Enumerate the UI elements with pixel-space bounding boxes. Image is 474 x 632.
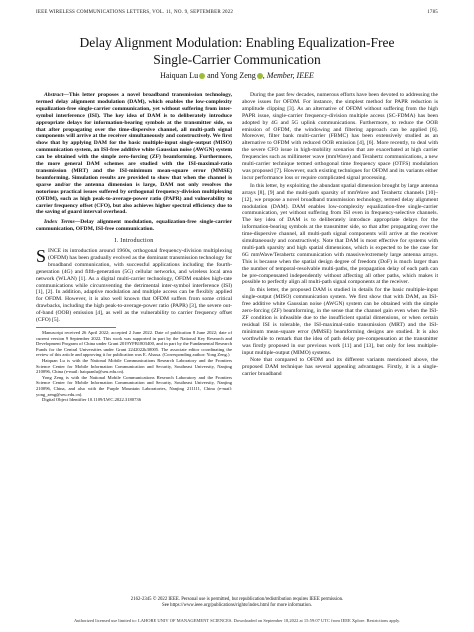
orcid-icon[interactable] <box>199 73 205 79</box>
abstract-text: This letter proposes a novel broadband transmission technology, termed delay alignment modulation (DAM), which enables the low-complexity equalization-free single-carrier communication, yet without suffering from inter-symbol interference (ISI). The key idea of DAM is to deliberately introduce appropriate delays for information-bearing symbols at the transmitter side, so that after propagating over the time-dispersive channel, all multi-path signal components will arrive at the receiver simultaneously and constructively. We first show that by applying DAM for the basic multiple-input single-output (MISO) communication system, an ISI-free additive white Gaussian noise (AWGN) system can be obtained with the simple zero-forcing (ZF) beamforming. Furthermore, the more general DAM schemes are studied with the ISI-maximal-ratio transmission (MRT) and the ISI-minimum mean-square error (MMSE) beamforming. Simulation results are provided to show that when the channel is sparse and/or the antenna dimension is large, DAM not only resolves the notorious practical issues suffered by orthogonal frequency-division multiplexing (OFDM), such as high peak-to-average-power ratio (PAPR) and vulnerability to carrier frequency offset (CFO), but also achieves higher spectral efficiency due to the saving of guard interval overhead. <box>36 92 232 216</box>
author-line <box>0 71 474 80</box>
abstract <box>36 92 232 216</box>
right-column <box>242 92 438 379</box>
author-suffix: , Member, IEEE <box>262 71 314 80</box>
right-paragraph-1: During the past few decades, numerous efforts have been devoted to addressing the above issues for OFDM. For instance, the simplest method for PAPR reduction is amplitude clipping [3]. As an alternative of OFDM without suffering from the high PAPR issue, single-carrier frequency-division multiple access (SC-FDMA) has been adopted by 4G and 5G uplink communications. Furthermore, to reduce the OOB emission of OFDM, the windowing and filtering approach can be applied [6]. Moreover, filter bank multi-carrier (FBMC) has been extensively studied as an alternative to OFDM with reduced OOB emission [4], [6]. More recently, to deal with the severe CFO issue in high-mobility scenarios that are exacerbated at high carrier frequencies such as millimeter wave (mmWave) and Terahertz communications, a new multi-carrier technique termed orthogonal time frequency space (OTFS) modulation was proposed [7]. However, such existing techniques for OFDM and its variants either incur performance loss or require complicated signal processing. <box>242 92 438 181</box>
author-1: Haiquan Lu <box>160 71 199 80</box>
left-column <box>36 92 232 403</box>
copyright-line-1: 2162-2345 © 2022 IEEE. Personal use is permitted, but republication/redistribution requires IEEE permission. <box>130 597 344 602</box>
footnote-rule <box>36 327 116 328</box>
footnote-author-2: Yong Zeng is with the National Mobile Communications Research Laboratory and the Frontiers Science Center for Mobile Information Communication and Security, Southeast University, Nanjing 210096, China, and also with the Purple Mountain Laboratories, Nanjing 211111, China (e-mail: yong_zeng@seu.edu.cn). <box>36 374 232 397</box>
running-header <box>36 10 438 15</box>
copyright-notice <box>36 597 438 609</box>
right-paragraph-3: In this letter, the proposed DAM is studied in details for the basic multiple-input single-output (MISO) communication system. We first show that with DAM, an ISI-free additive white Gaussian noise (AWGN) system can be obtained with the simple zero-forcing (ZF) beamforming, in the sense that the channel gain even when the ISI-ZF condition is infeasible due to the insufficient spatial dimensions, or when certain residual ISI is tolerable, the ISI-maximal-ratio transmission (MRT) and the ISI-minimum mean-square error (MMSE) beamforming designs are studied. It is also worthwhile to remark that the idea of path delay pre-compensation at the transmitter was firstly proposed in our previous work [11] and [13], but only for less multiple-input multiple-output (MIMO) systems. <box>242 287 438 356</box>
copyright-line-2[interactable]: See https://www.ieee.org/publications/rights/index.html for more information. <box>162 603 312 608</box>
paper-title <box>0 34 474 68</box>
title-line-2: Single-Carrier Communication <box>153 52 321 67</box>
author-2: and Yong Zeng <box>207 71 256 80</box>
journal-name: IEEE WIRELESS COMMUNICATIONS LETTERS, VOL. 11, NO. 9, SEPTEMBER 2022 <box>36 10 234 15</box>
footnote-manuscript: Manuscript received 26 April 2022; accepted 2 June 2022. Date of publication 8 June 2022; date of current version 9 September 2022. This work was supported in part by the National Key Research and Development Program of China under Grant 2019YFB1803400, and in part by the Fundamental Research Funds for the Central Universities under Grant 2242022k30005. The associate editor coordinating the review of this article and approving it for publication was E. Alsusa. (Corresponding author: Yong Zeng.) <box>36 330 232 358</box>
section-heading-introduction: I. Introduction <box>114 238 154 245</box>
right-paragraph-4: Note that compared to OFDM and its different variants mentioned above, the proposed DAM technique has several appealing advantages. Firstly, it is a single-carrier broadband <box>242 357 438 378</box>
footnote-author-1: Haiquan Lu is with the National Mobile Communications Research Laboratory and the Frontiers Science Center for Mobile Information Communication and Security, Southeast University, Nanjing 210096, China (e-mail: haiquanlu@seu.edu.cn). <box>36 357 232 375</box>
license-notice: Authorized licensed use limited to: LAHORE UNIV OF MANAGEMENT SCIENCES. Downloaded on September 18,2022 at 15:59:07 UTC from IEEE Xplore. Restrictions apply. <box>73 618 401 623</box>
page-number: 1785 <box>427 10 438 15</box>
footnote-doi: Digital Object Identifier 10.1109/LWC.2022.3180736 <box>42 397 142 403</box>
title-line-1: Delay Alignment Modulation: Enabling Equalization-Free <box>79 35 395 50</box>
index-terms <box>36 219 232 233</box>
right-paragraph-2: In this letter, by exploiting the abundant spatial dimension brought by large antenna arrays [8], [9] and the multi-path sparsity of mmWave and Terahertz channels [10]–[12], we propose a novel broadband transmission technology, termed delay alignment modulation (DAM). DAM enables low-complexity equalization-free single-carrier communication, yet without suffering from ISI even in frequency-selective channels. The key idea of DAM is to deliberately introduce appropriate delays for the information-bearing symbols at the transmitter side, so that after propagating over the time-dispersive channel, all multi-path signal components will arrive at the receiver simultaneously and constructively. Note that DAM is most effective for systems with multi-path sparsity and high spatial dimensions, which is expected to be the case for 6G mmWave/Terahertz communication with massive/extremely large antenna arrays. This is because when the spatial design degree of freedom (DoF) is much larger than the number of temporal-resolvable multi-paths, the propagation delay of each path can be pre-compensated independently without affecting all other paths, which makes it possible to perfectly align all multi-path signal components at the receiver. <box>242 182 438 286</box>
index-terms-label: Index Terms— <box>44 219 81 226</box>
index-terms-text: Delay alignment modulation, equalization-free single-carrier communication, OFDM, ISI-free communication. <box>36 219 232 233</box>
intro-text: INCE its introduction around 1960s, orthogonal frequency-division multiplexing (OFDM) has been gradually evolved as the dominant transmission technology for broadband communication, with successful applications including the fourth-generation (4G) and fifth-generation (5G) cellular networks, and wireless local area network (WLAN) [1]. As a digital multi-carrier technology, OFDM enables high-rate communications while circumventing the detrimental inter-symbol interference (ISI) [1], [2]. In addition, adaptive modulation and multiple access can be flexibly applied for OFDM. However, it is also well known that OFDM suffers from some critical drawbacks, including the high peak-to-average-power ratio (PAPR) [3], the severe out-of-band (OOB) emission [4], as well as the vulnerability to carrier frequency offset (CFO) [5]. <box>36 248 232 324</box>
drop-cap: S <box>36 246 47 267</box>
intro-paragraph-1 <box>36 248 232 324</box>
abstract-label: Abstract— <box>44 92 69 98</box>
